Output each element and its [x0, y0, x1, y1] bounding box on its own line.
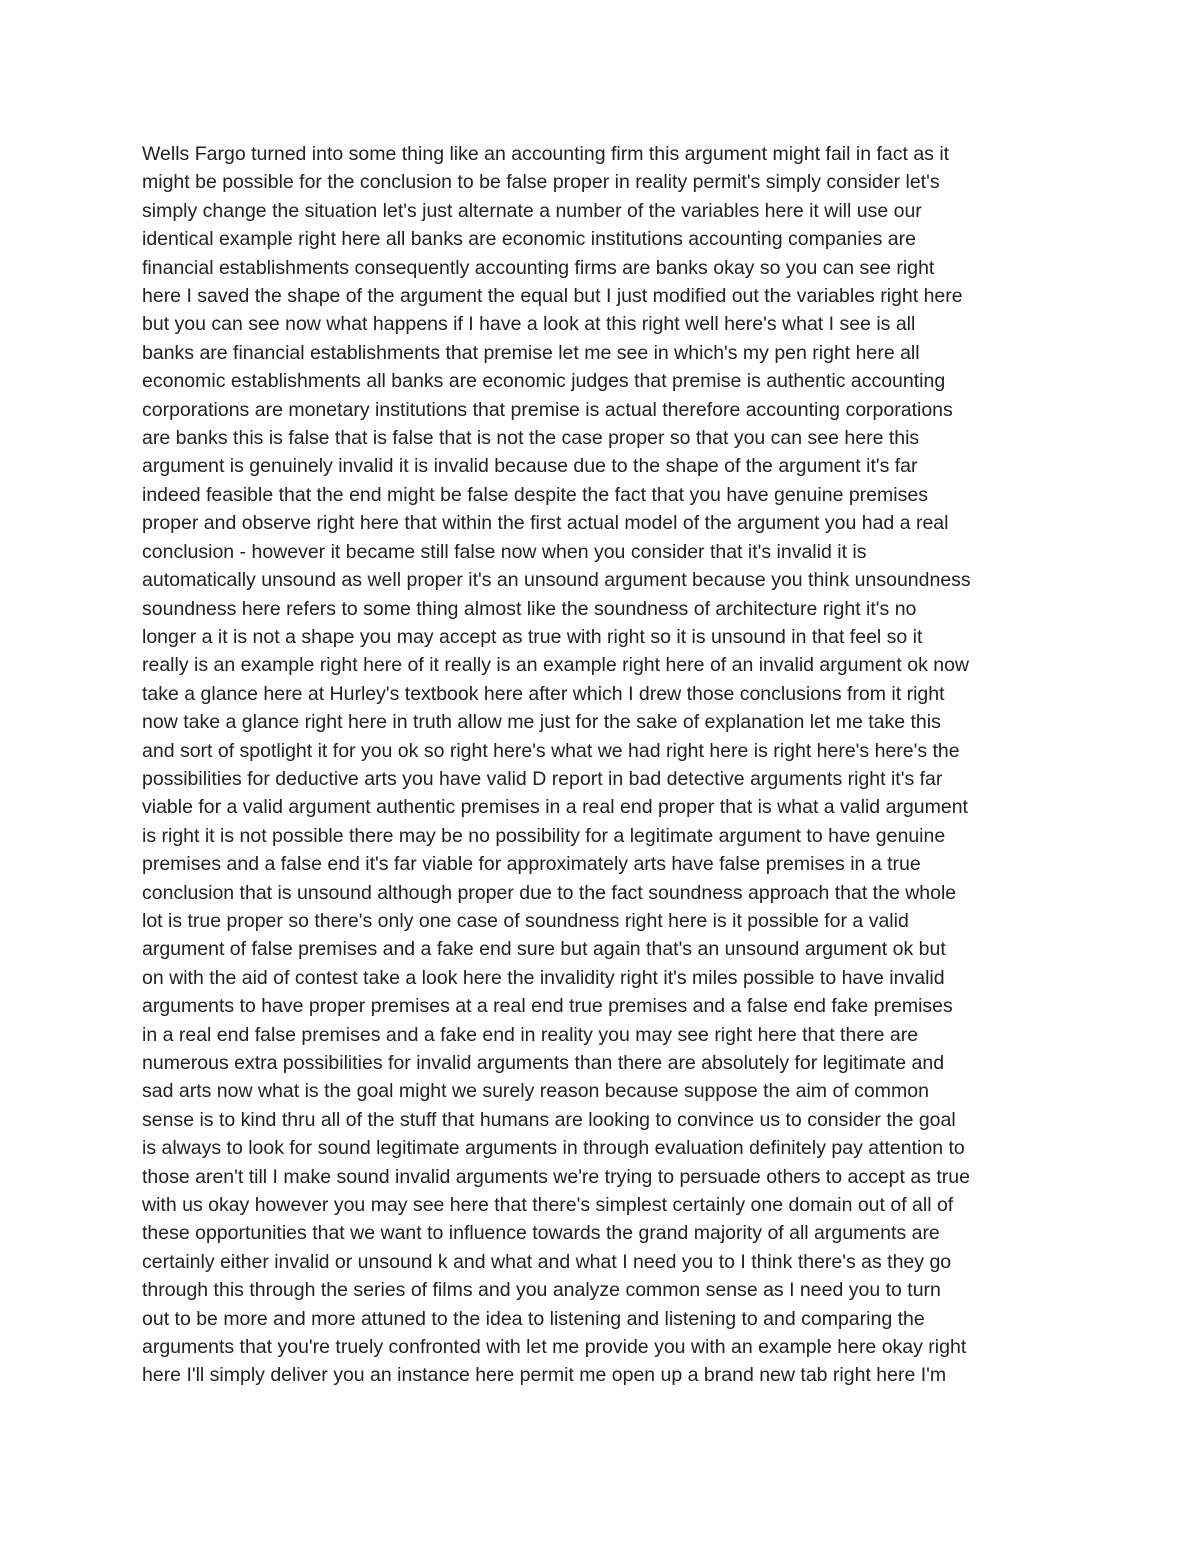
text-line: but you can see now what happens if I have a look at this right well here's what I see is all	[142, 313, 916, 336]
text-line: is always to look for sound legitimate arguments in through evaluation definitely pay attention to	[142, 1137, 965, 1160]
text-line: might be possible for the conclusion to be false proper in reality permit's simply consider let's	[142, 171, 940, 194]
text-line: here I saved the shape of the argument the equal but I just modified out the variables right here	[142, 285, 963, 308]
text-line: Wells Fargo turned into some thing like an accounting firm this argument might fail in fact as it	[142, 143, 950, 165]
text-line: in a real end false premises and a fake end in reality you may see right here that there are	[142, 1023, 919, 1046]
text-line: out to be more and more attuned to the idea to listening and listening to and comparing the	[142, 1307, 925, 1330]
text-line: argument is genuinely invalid it is invalid because due to the shape of the argument it's far	[142, 455, 918, 478]
text-line: banks are financial establishments that premise let me see in which's my pen right here all	[142, 341, 920, 364]
text-line: numerous extra possibilities for invalid arguments than there are absolutely for legitimate and	[142, 1052, 945, 1074]
text-line: financial establishments consequently accounting firms are banks okay so you can see right	[142, 256, 935, 279]
text-line: really is an example right here of it really is an example right here of an invalid argument ok now	[142, 654, 970, 677]
body-paragraph	[142, 140, 1072, 1390]
text-line: sad arts now what is the goal might we surely reason because suppose the aim of common	[142, 1080, 929, 1103]
text-line: lot is true proper so there's only one case of soundness right here is it possible for a valid	[142, 909, 909, 932]
text-line: longer a it is not a shape you may accept as true with right so it is unsound in that feel so it	[142, 625, 923, 648]
text-line: economic establishments all banks are economic judges that premise is authentic accounting	[142, 370, 946, 393]
text-line: now take a glance right here in truth allow me just for the sake of explanation let me take this	[142, 711, 941, 734]
text-line: simply change the situation let's just alternate a number of the variables here it will use our	[142, 199, 922, 222]
text-line: certainly either invalid or unsound k and what and what I need you to I think there's as they go	[142, 1250, 952, 1273]
text-line: those aren't till I make sound invalid arguments we're trying to persuade others to accept as true	[142, 1165, 970, 1188]
text-line: these opportunities that we want to influence towards the grand majority of all arguments are	[142, 1222, 940, 1245]
text-line: and sort of spotlight it for you ok so right here's what we had right here is right here's here's the	[142, 739, 960, 762]
text-line: soundness here refers to some thing almost like the soundness of architecture right it's no	[142, 597, 917, 620]
text-line: are banks this is false that is false that is not the case proper so that you can see here this	[142, 427, 920, 450]
text-line: with us okay however you may see here that there's simplest certainly one domain out of all of	[142, 1194, 954, 1217]
text-line: arguments to have proper premises at a real end true premises and a false end fake premises	[142, 995, 953, 1018]
text-line: through this through the series of films and you analyze common sense as I need you to turn	[142, 1279, 941, 1302]
text-line: automatically unsound as well proper it's an unsound argument because you think unsoundness	[142, 569, 971, 592]
text-line: take a glance here at Hurley's textbook here after which I drew those conclusions from it right	[142, 682, 945, 705]
text-line: conclusion that is unsound although proper due to the fact soundness approach that the whole	[142, 881, 957, 904]
text-line: proper and observe right here that within the first actual model of the argument you had a real	[142, 512, 949, 535]
text-line: is right it is not possible there may be no possibility for a legitimate argument to have genuine	[142, 824, 946, 847]
text-line: conclusion - however it became still false now when you consider that it's invalid it is	[142, 540, 867, 563]
text-line: viable for a valid argument authentic premises in a real end proper that is what a valid argument	[142, 796, 968, 819]
text-line: here I'll simply deliver you an instance here permit me open up a brand new tab right here I'm	[142, 1364, 947, 1387]
text-line: arguments that you're truely confronted with let me provide you with an example here okay right	[142, 1336, 967, 1359]
text-line: argument of false premises and a fake end sure but again that's an unsound argument ok but	[142, 938, 946, 961]
text-line: identical example right here all banks are economic institutions accounting companies are	[142, 228, 916, 251]
text-line: corporations are monetary institutions that premise is actual therefore accounting corporations	[142, 398, 953, 421]
text-line: indeed feasible that the end might be false despite the fact that you have genuine premises	[142, 483, 928, 506]
text-line: possibilities for deductive arts you have valid D report in bad detective arguments right it's far	[142, 767, 943, 790]
text-line: sense is to kind thru all of the stuff that humans are looking to convince us to consider the goal	[142, 1108, 956, 1131]
text-line: premises and a false end it's far viable for approximately arts have false premises in a true	[142, 853, 921, 876]
text-line: on with the aid of contest take a look here the invalidity right it's miles possible to have invalid	[142, 966, 945, 989]
